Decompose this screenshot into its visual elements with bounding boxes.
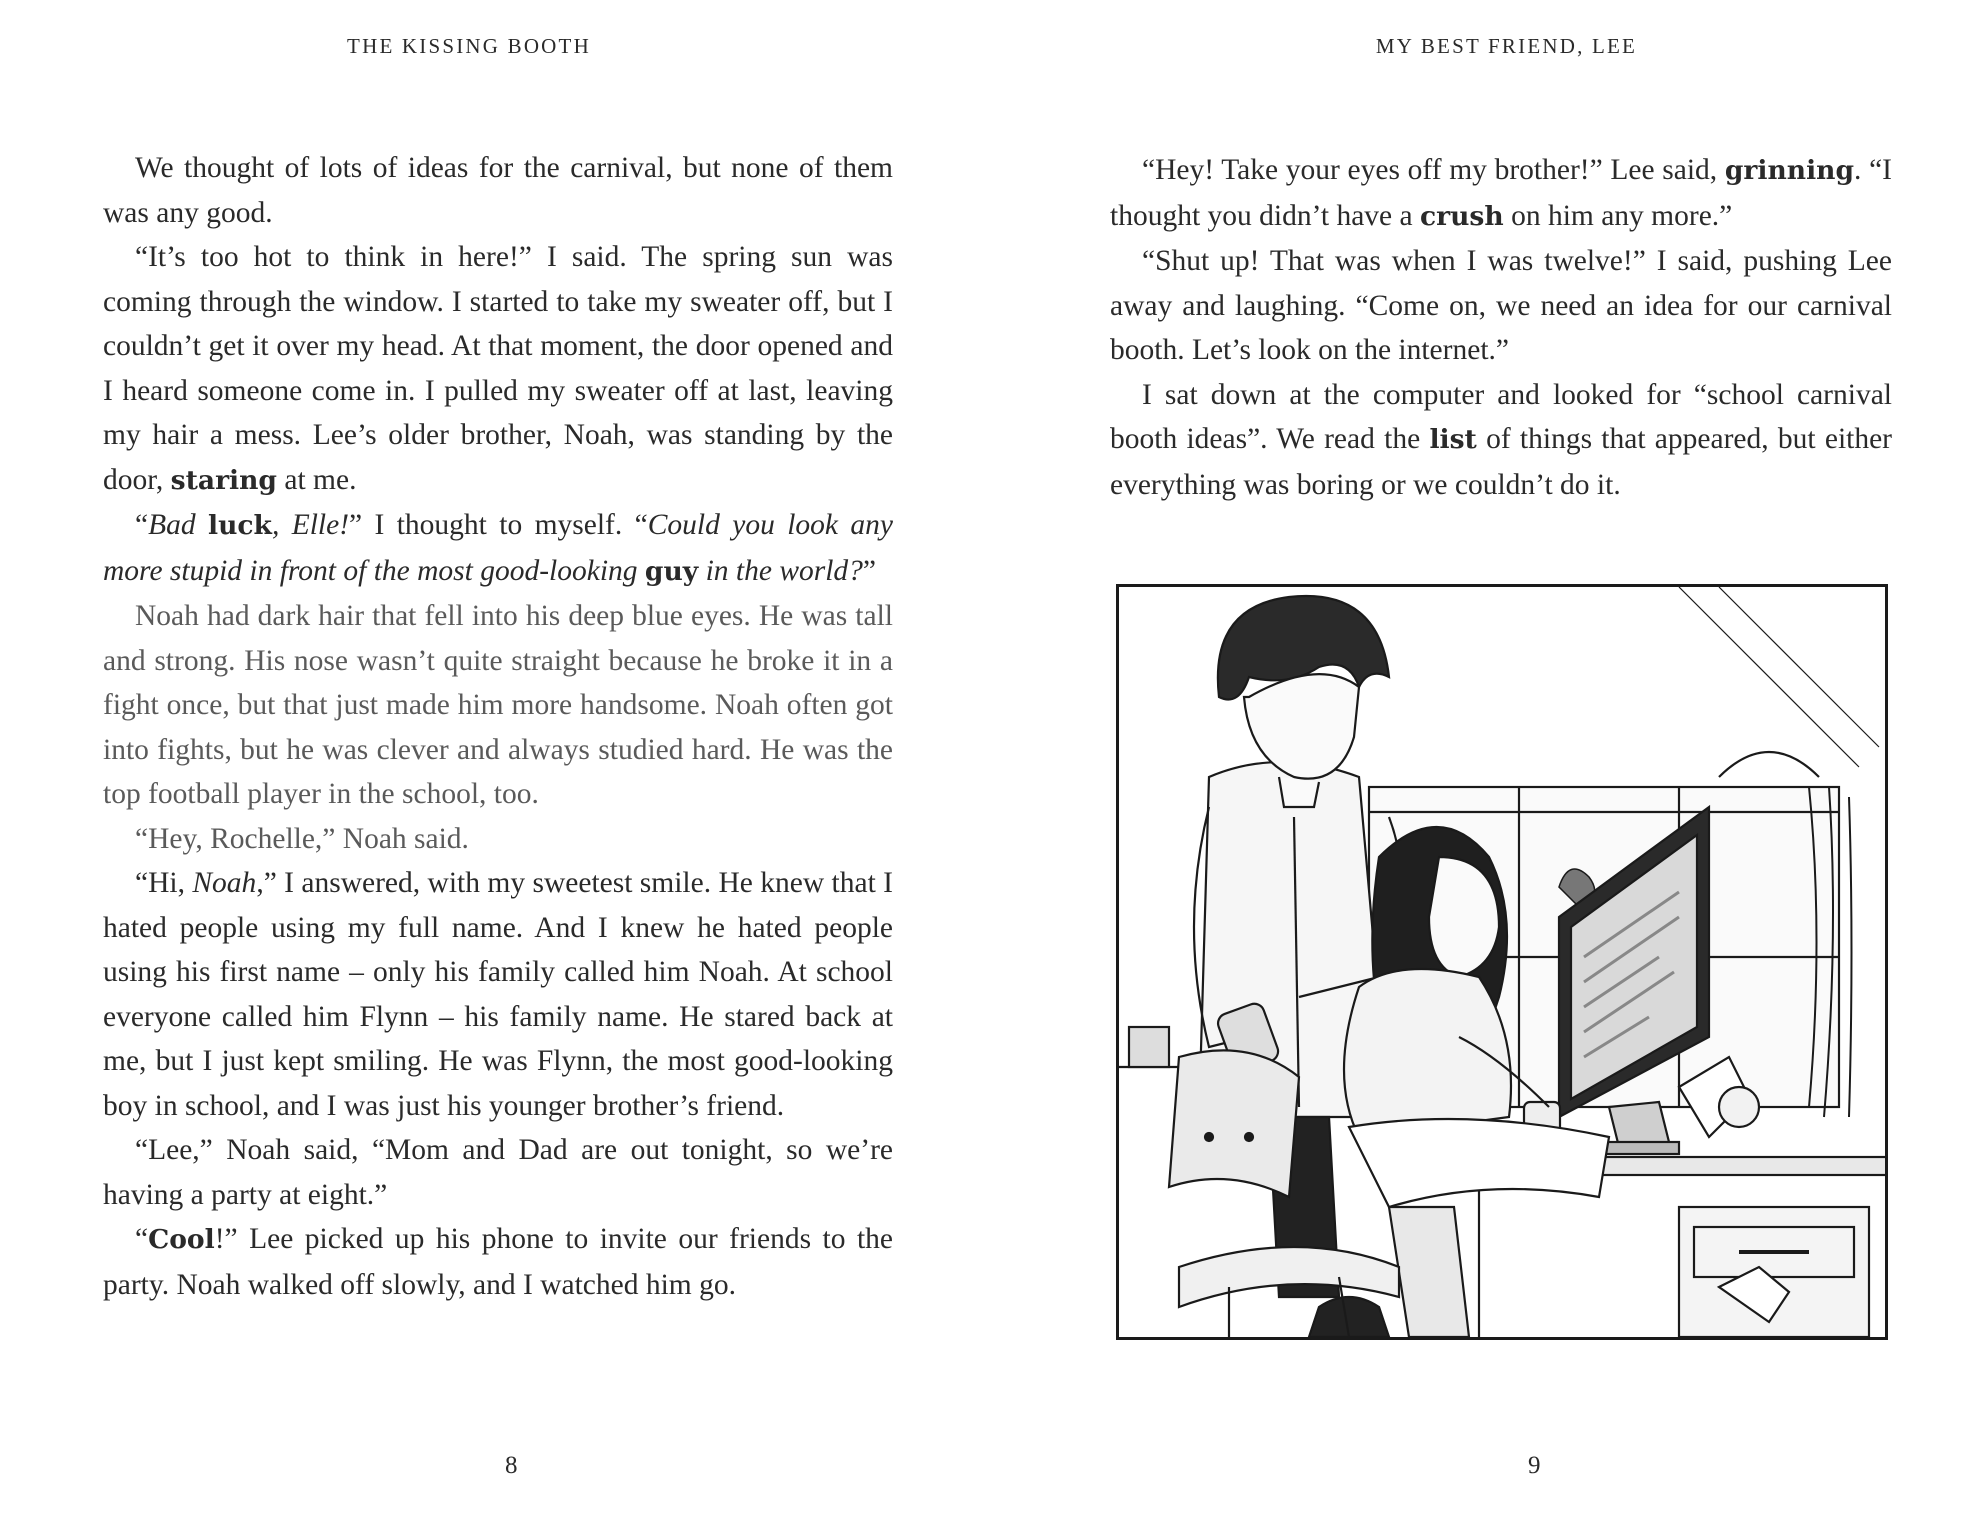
paragraph: “Hey, Rochelle,” Noah said. bbox=[135, 822, 469, 855]
page-number: 9 bbox=[1528, 1452, 1541, 1479]
page-number: 8 bbox=[505, 1452, 518, 1479]
paragraph bbox=[103, 503, 893, 594]
text-span: of things that appeared, but either everything was boring or we couldn’t do it. bbox=[1110, 423, 1892, 501]
paragraph bbox=[103, 1217, 893, 1307]
italic-span: Noah bbox=[192, 867, 257, 899]
italic-span: Could you look any more stupid in front of the most good-looking bbox=[103, 509, 893, 587]
text-span: at me. bbox=[277, 463, 357, 496]
text-span: ” bbox=[862, 554, 877, 587]
text-span: “ bbox=[135, 1223, 149, 1255]
glossary-word: list bbox=[1429, 424, 1477, 455]
paragraph bbox=[103, 861, 893, 1128]
text-span: !” Lee picked up his phone to invite our friends to the party. Noah walked off slowly, and I watched him go. bbox=[103, 1223, 893, 1301]
glossary-word: guy bbox=[644, 555, 699, 587]
text-span: “Hi, bbox=[135, 867, 193, 899]
paragraph: “Shut up! That was when I was twelve!” I said, pushing Lee away and laughing. “Come on, we need an idea for our carnival booth. Let’s look on the internet.” bbox=[1110, 245, 1892, 366]
running-head: THE KISSING BOOTH bbox=[347, 34, 591, 58]
illustration-drawing bbox=[1119, 587, 1885, 1337]
paragraph bbox=[103, 235, 893, 503]
text-span: ,” I answered, with my sweetest smile. He knew that I hated people using my full name. And I knew he hated people using his first name – only his family called him Noah. At school everyone called him Flynn – his family name. He stared back at me, but I just kept smiling. He was Flynn, the most good-looking boy in school, and I was just his younger brother’s friend. bbox=[103, 867, 894, 1122]
text-span: on him any more.” bbox=[1503, 199, 1733, 232]
paragraph: We thought of lots of ideas for the carnival, but none of them was any good. bbox=[103, 152, 893, 229]
body-text bbox=[103, 146, 893, 1307]
italic-span: Bad bbox=[148, 509, 208, 541]
boy-figure bbox=[1194, 596, 1402, 1297]
glossary-word: luck bbox=[208, 510, 272, 541]
paragraph bbox=[1110, 373, 1892, 508]
shelf bbox=[1119, 1027, 1179, 1067]
text-span: “ bbox=[135, 509, 149, 541]
glossary-word: grinning bbox=[1724, 155, 1855, 186]
body-text bbox=[1110, 148, 1892, 507]
paragraph bbox=[1110, 148, 1892, 239]
glossary-word: staring bbox=[170, 464, 277, 496]
italic-span: , Elle! bbox=[271, 509, 350, 541]
paragraph: “Lee,” Noah said, “Mom and Dad are out tonight, so we’re having a party at eight.” bbox=[103, 1134, 893, 1211]
running-head: MY BEST FRIEND, LEE bbox=[1375, 34, 1638, 58]
text-span: I sat down at the computer and looked for “school carnival booth ideas”. We read the bbox=[1110, 378, 1892, 455]
right-page bbox=[988, 0, 1975, 1516]
text-span: “It’s too hot to think in here!” I said. The spring sun was coming through the window. I started to take my sweater off, but I couldn’t get it over my head. At that moment, the door opened and I heard someone come in. I pulled my sweater off at last, leaving my hair a mess. Lee’s older brother, Noah, was standing by the door, bbox=[103, 241, 893, 496]
glossary-word: crush bbox=[1419, 200, 1504, 232]
text-span: ” I thought to myself. “ bbox=[349, 509, 648, 541]
italic-span: in the world? bbox=[698, 554, 863, 587]
paragraph: Noah had dark hair that fell into his deep blue eyes. He was tall and strong. His nose wasn’t quite straight because he broke it in a fight once, but that just made him more handsome. Noah often got into fights, but he was clever and always studied hard. He was the top football player in the school, too. bbox=[103, 600, 893, 810]
text-span: . “I thought you didn’t have a bbox=[1110, 154, 1893, 232]
glossary-word: Cool bbox=[148, 1224, 215, 1255]
text-span: “Hey! Take your eyes off my brother!” Lee said, bbox=[1142, 154, 1725, 186]
illustration bbox=[1116, 584, 1888, 1340]
